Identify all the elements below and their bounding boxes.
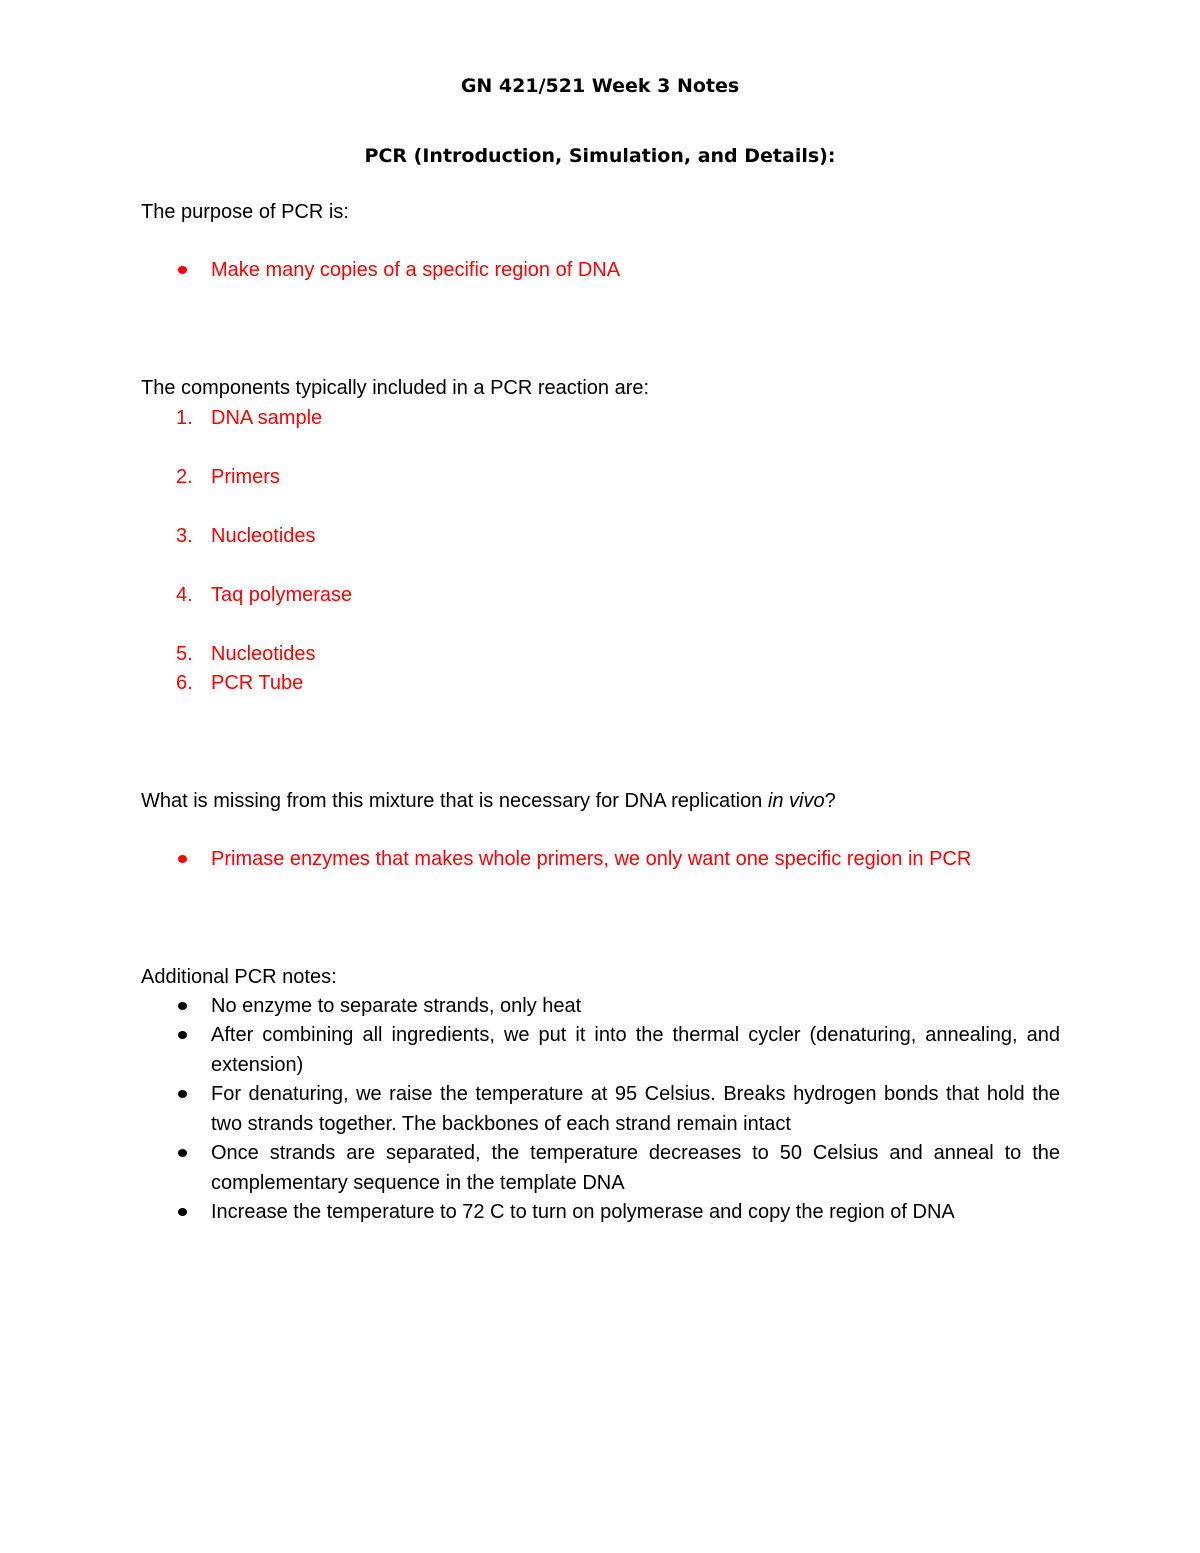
bullet-icon [178,1002,187,1010]
list-item [141,992,1060,1022]
note-text: For denaturing, we raise the temperature at 95 Celsius. Breaks hydrogen bonds that hold the two strands together. The backbones of each strand remain intact [211,1083,1060,1135]
list-text: Nucleotides [211,525,316,547]
list-text: PCR Tube [211,672,304,694]
list-number: 5. [176,643,193,665]
bullet-icon [178,1031,187,1039]
list-number: 1. [176,407,193,429]
note-text: No enzyme to separate strands, only heat [211,995,582,1017]
list-text: DNA sample [211,407,323,429]
missing-answer-item [141,845,1060,875]
list-number: 6. [176,672,193,694]
list-number: 3. [176,525,193,547]
purpose-answer: Make many copies of a specific region of DNA [211,259,621,281]
missing-prompt-after: ? [824,790,836,812]
list-number: 2. [176,466,193,488]
list-item [141,1080,1060,1139]
note-text: Once strands are separated, the temperature decreases to 50 Celsius and anneal to the complementary sequence in the template DNA [211,1142,1060,1194]
purpose-answer-item [141,256,1060,286]
list-text: Primers [211,466,280,488]
missing-prompt [141,789,836,813]
missing-prompt-before: What is missing from this mixture that is necessary for DNA replication [141,790,768,812]
list-item [141,1021,1060,1080]
components-prompt: The components typically included in a PCR reaction are: [141,377,650,399]
bullet-icon [178,855,187,863]
note-text: After combining all ingredients, we put it into the thermal cycler (denaturing, annealing, and extension) [211,1024,1060,1076]
bullet-icon [178,1090,187,1098]
missing-answer: Primase enzymes that makes whole primers, we only want one specific region in PCR [211,848,972,870]
purpose-prompt: The purpose of PCR is: [141,201,349,223]
list-item [141,1139,1060,1198]
missing-prompt-italic: in vivo [767,790,825,812]
note-text: Increase the temperature to 72 C to turn on polymerase and copy the region of DNA [211,1201,955,1223]
notes-heading: Additional PCR notes: [141,966,337,988]
list-text: Nucleotides [211,643,316,665]
document-title: GN 421/521 Week 3 Notes [460,75,740,97]
list-text: Taq polymerase [211,584,353,606]
bullet-icon [178,1208,187,1216]
list-item [141,1198,1060,1228]
bullet-icon [178,1149,187,1157]
section-title: PCR (Introduction, Simulation, and Details): [364,145,836,167]
list-number: 4. [176,584,193,606]
bullet-icon [178,266,187,274]
